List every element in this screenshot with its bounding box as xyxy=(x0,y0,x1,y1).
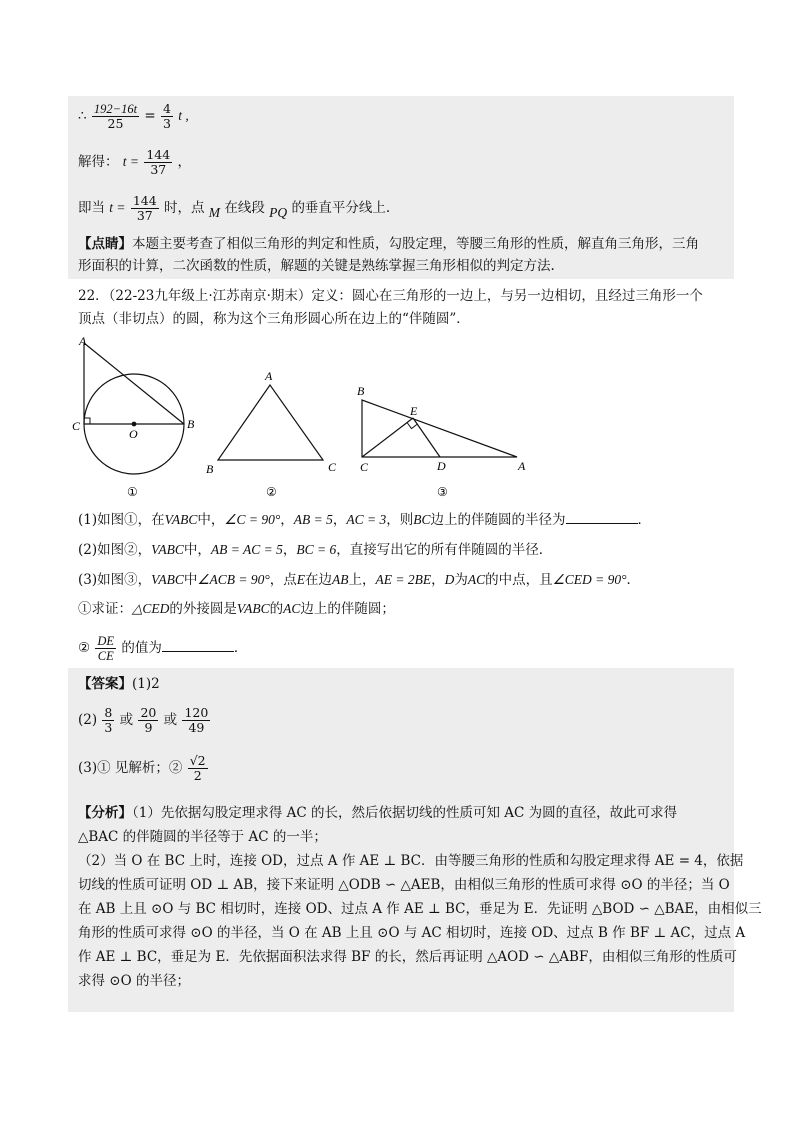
fraction: $\frac{120}{49}$ xyxy=(184,705,209,735)
fraction: $\frac{192-16t}{25}$ xyxy=(93,102,138,131)
subquestion-3: (3)如图③，VABC中∠ACB = 90°，点E在边AB上，AE = 2BE，D为AC的中点，且∠CED = 90°． xyxy=(78,572,640,588)
question-definition: 顶点（非切点）的圆，称为这个三角形圆心所在边上的“伴随圆”． xyxy=(78,311,470,327)
analysis-line-5: 在 AB 上且 ⊙O 与 BC 相切时，连接 OD、过点 A 作 AE ⊥ BC，垂足为 E．先证明 △BOD ∽ △BAE，由相似三 xyxy=(78,901,762,917)
figure-2 xyxy=(218,385,323,460)
answer-line-1: 【答案】(1)2 xyxy=(78,676,160,692)
fig3-label-d: D xyxy=(437,459,446,473)
analysis-line-6: 角形的性质可求得 ⊙O 的半径，当 O 在 AB 上且 ⊙O 与 AC 相切时，连接 OD、过点 B 作 BF ⊥ AC，过点 A xyxy=(78,925,746,941)
comment-line-1: 【点睛】本题主要考查了相似三角形的判定和性质，勾股定理，等腰三角形的性质，解直角三角形，三角 xyxy=(78,236,699,252)
fraction: $\frac{DE}{CE}$ xyxy=(97,634,115,663)
fig2-label-b: B xyxy=(206,462,214,476)
fig1-label-o: O xyxy=(129,427,138,441)
fig1-label-b: B xyxy=(187,417,195,431)
figures xyxy=(0,333,800,503)
fig1-caption: ① xyxy=(127,485,138,499)
fig1-label-a: A xyxy=(79,334,87,348)
fraction: $\frac{144}{37}$ xyxy=(132,193,157,223)
fraction: $\frac{8}{3}$ xyxy=(104,705,113,735)
question-header: 22．（22-23九年级上·江苏南京·期末）定义：圆心在三角形的一边上，与另一边相切，且经过三角形一个 xyxy=(78,288,703,304)
fraction: $\frac{√2}{2}$ xyxy=(189,753,206,783)
solve-line: 解得： t = $\frac{144}{37}$ ， xyxy=(78,147,191,177)
analysis-line-1: 【分析】（1）先依据勾股定理求得 AC 的长，然后依据切线的性质可知 AC 为圆的直径，故此可求得 xyxy=(78,805,678,821)
fraction: $\frac{20}{9}$ xyxy=(140,705,157,735)
comment-line-2: 形面积的计算，二次函数的性质，解题的关键是熟练掌握三角形相似的判定方法. xyxy=(78,258,555,274)
analysis-line-8: 求得 ⊙O 的半径； xyxy=(78,973,190,989)
figure-1 xyxy=(84,343,184,474)
fig3-label-b: B xyxy=(357,384,365,398)
analysis-tag: 【分析】 xyxy=(78,805,132,821)
comment-tag: 【点睛】 xyxy=(78,236,132,252)
fig2-label-a: A xyxy=(265,369,273,383)
fig2-caption: ② xyxy=(266,485,277,499)
subquestion-2: (2)如图②，VABC中，AB = AC = 5，BC = 6，直接写出它的所有伴随圆的半径． xyxy=(78,542,553,558)
fraction: $\frac{144}{37}$ xyxy=(146,147,171,177)
analysis-line-3: （2）当 O 在 BC 上时，连接 OD，过点 A 作 AE ⊥ BC．由等腰三角形的性质和勾股定理求得 AE = 4，依据 xyxy=(78,853,744,869)
answer-analysis-block xyxy=(68,668,762,1012)
subquestion-3b: ② $\frac{DE}{CE}$ 的值为 ． xyxy=(78,634,248,663)
answer-line-3: (3)① 见解析；② $\frac{√2}{2}$ xyxy=(78,753,206,783)
fig3-label-e: E xyxy=(410,404,418,418)
fig3-caption: ③ xyxy=(437,485,448,499)
segment-ab xyxy=(84,343,184,424)
fraction: $\frac{4}{3}$ xyxy=(162,101,171,131)
subquestion-1: (1)如图①，在VABC中，∠C = 90°，AB = 5，AC = 3，则BC边上的伴随圆的半径为 ． xyxy=(78,512,651,528)
answer-blank xyxy=(162,651,234,652)
answer-blank xyxy=(566,523,638,524)
center-dot xyxy=(132,422,136,426)
analysis-line-4: 切线的性质可证明 OD ⊥ AB，接下来证明 △ODB ∽ △AEB，由相似三角形的性质可求得 ⊙O 的半径；当 O xyxy=(78,877,730,893)
conclusion-line: 即当 t = $\frac{144}{37}$ 时，点 M 在线段 PQ 的垂直平分线上. xyxy=(78,193,391,223)
fig3-label-c: C xyxy=(360,460,369,474)
subquestion-3a: ①求证：△CED的外接圆是VABC的AC边上的伴随圆； xyxy=(78,601,395,617)
fig3-label-a: A xyxy=(518,459,526,473)
answer-line-2: (2) $\frac{8}{3}$ 或 $\frac{20}{9}$ 或 $\frac{120}{49}$ xyxy=(78,705,209,735)
answer-tag: 【答案】 xyxy=(78,676,132,692)
fig2-label-c: C xyxy=(328,460,337,474)
solution-continuation xyxy=(68,96,734,279)
equation-line: ∴ $\frac{192-16t}{25}$ = $\frac{4}{3}$ t , xyxy=(78,101,189,131)
analysis-line-7: 作 AE ⊥ BC，垂足为 E．先依据面积法求得 BF 的长，然后再证明 △AOD ∽ △ABF，由相似三角形的性质可 xyxy=(78,949,737,965)
fig1-label-c: C xyxy=(72,419,81,433)
figure-3 xyxy=(362,400,517,457)
analysis-line-2: △BAC 的伴随圆的半径等于 AC 的一半； xyxy=(78,829,327,845)
